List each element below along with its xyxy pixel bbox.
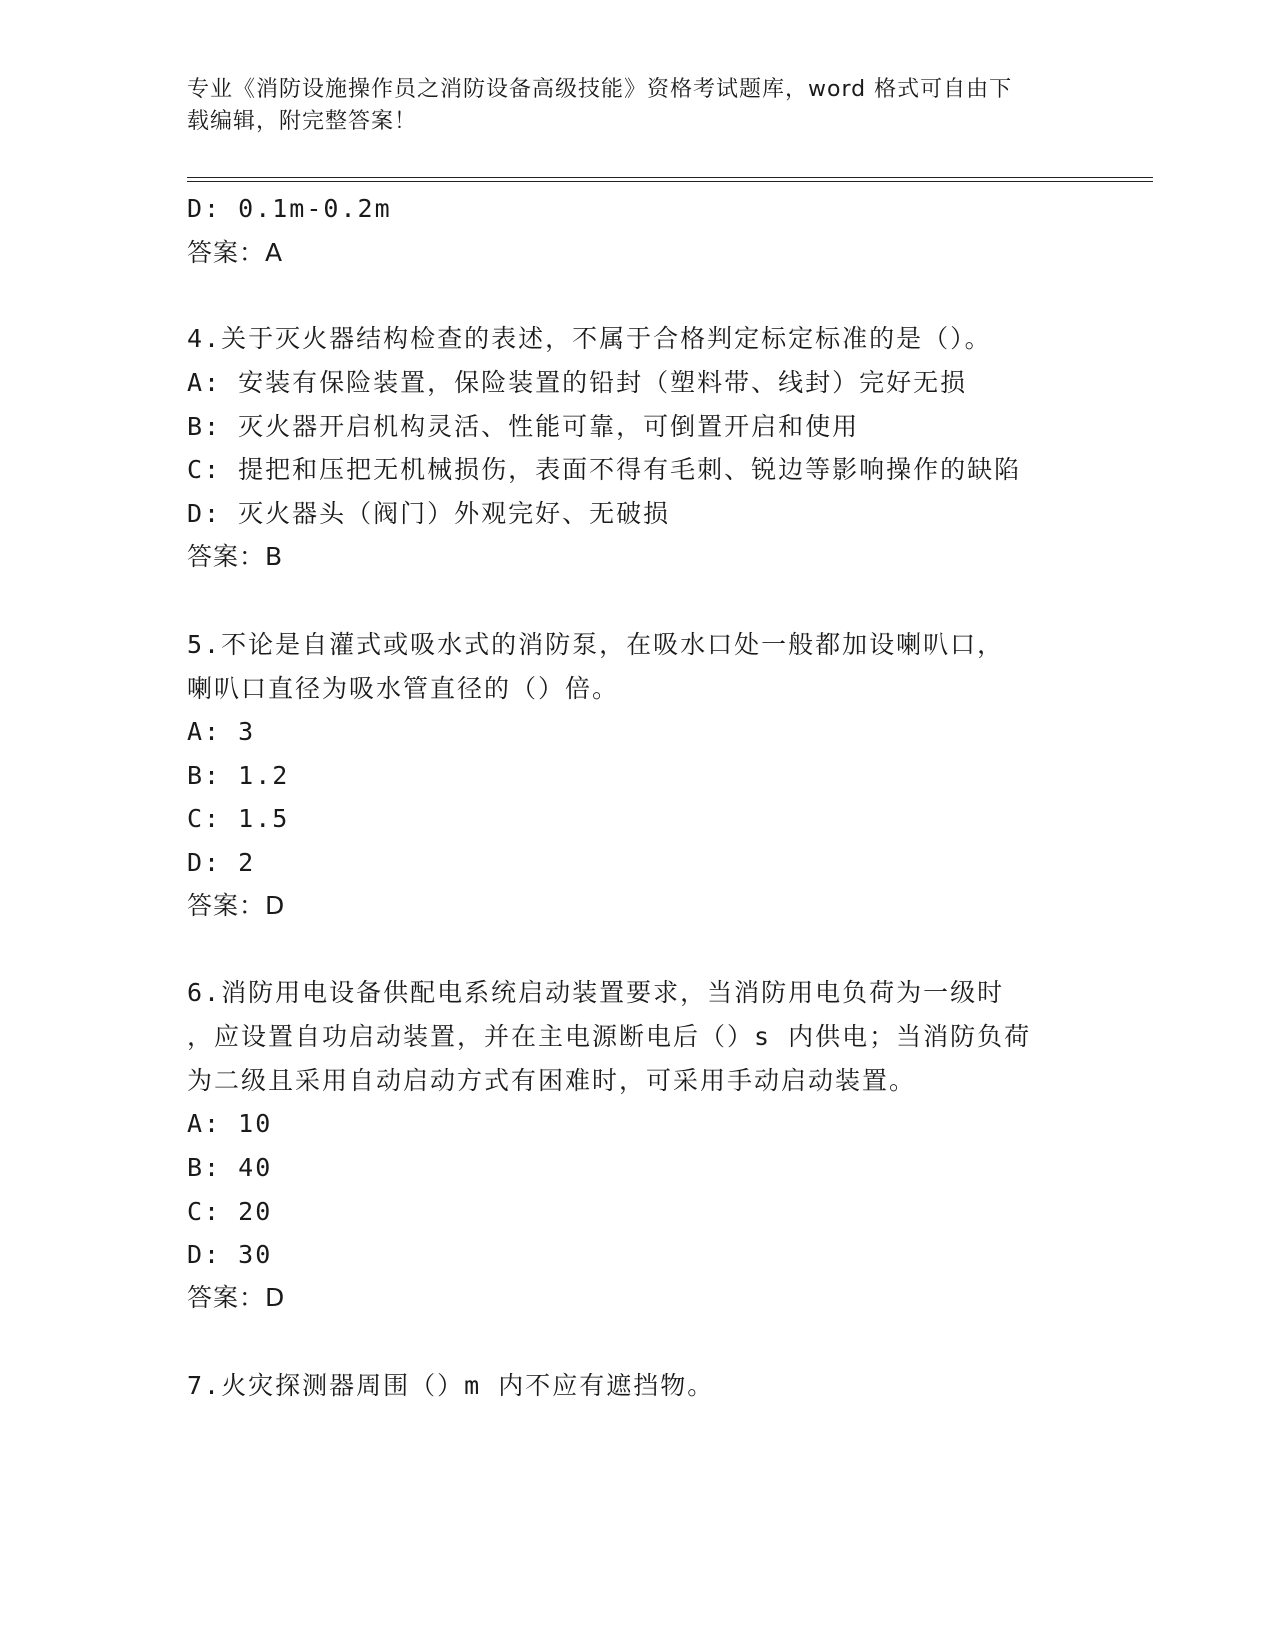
q5-option-d: D: 2: [187, 848, 256, 877]
header-rule-top: [187, 177, 1153, 178]
header-line-2: 载编辑，附完整答案！: [187, 109, 418, 134]
q6-option-a: A: 10: [187, 1109, 273, 1138]
q4-option-b: B: 灭火器开启机构灵活、性能可靠，可倒置开启和使用: [187, 412, 860, 441]
q6-option-c: C: 20: [187, 1197, 273, 1226]
q5-answer: 答案：D: [187, 891, 286, 920]
q6-option-d: D: 30: [187, 1240, 273, 1269]
q5-option-b: B: 1.2: [187, 761, 290, 790]
q6-question-line-3: 为二级且采用自动启动方式有困难时，可采用手动启动装置。: [187, 1066, 917, 1095]
prev-option-d: D: 0.1m-0.2m: [187, 194, 392, 223]
q6-question-line-1: 6.消防用电设备供配电系统启动装置要求，当消防用电负荷为一级时: [187, 978, 1005, 1007]
q4-question: 4.关于灭火器结构检查的表述，不属于合格判定标定标准的是（）。: [187, 324, 992, 353]
q7-question: 7.火灾探测器周围（）m 内不应有遮挡物。: [187, 1371, 715, 1400]
q4-option-d: D: 灭火器头（阀门）外观完好、无破损: [187, 499, 671, 528]
header-line-1: 专业《消防设施操作员之消防设备高级技能》资格考试题库，word 格式可自由下: [187, 77, 1013, 102]
q6-option-b: B: 40: [187, 1153, 273, 1182]
q5-option-c: C: 1.5: [187, 804, 290, 833]
q5-question-line-1: 5.不论是自灌式或吸水式的消防泵，在吸水口处一般都加设喇叭口，: [187, 630, 1005, 659]
q4-option-c: C: 提把和压把无机械损伤，表面不得有毛刺、锐边等影响操作的缺陷: [187, 455, 1022, 484]
prev-answer: 答案：A: [187, 238, 284, 267]
q6-answer: 答案：D: [187, 1283, 286, 1312]
header-rule-bottom: [187, 181, 1153, 182]
q5-question-line-2: 喇叭口直径为吸水管直径的（）倍。: [187, 674, 620, 703]
q4-answer: 答案：B: [187, 542, 284, 571]
document-header: [187, 74, 1087, 138]
q5-option-a: A: 3: [187, 717, 256, 746]
q4-option-a: A: 安装有保险装置，保险装置的铅封（塑料带、线封）完好无损: [187, 368, 968, 397]
q6-question-line-2: ，应设置自功启动装置，并在主电源断电后（）s 内供电；当消防负荷: [187, 1022, 1032, 1051]
